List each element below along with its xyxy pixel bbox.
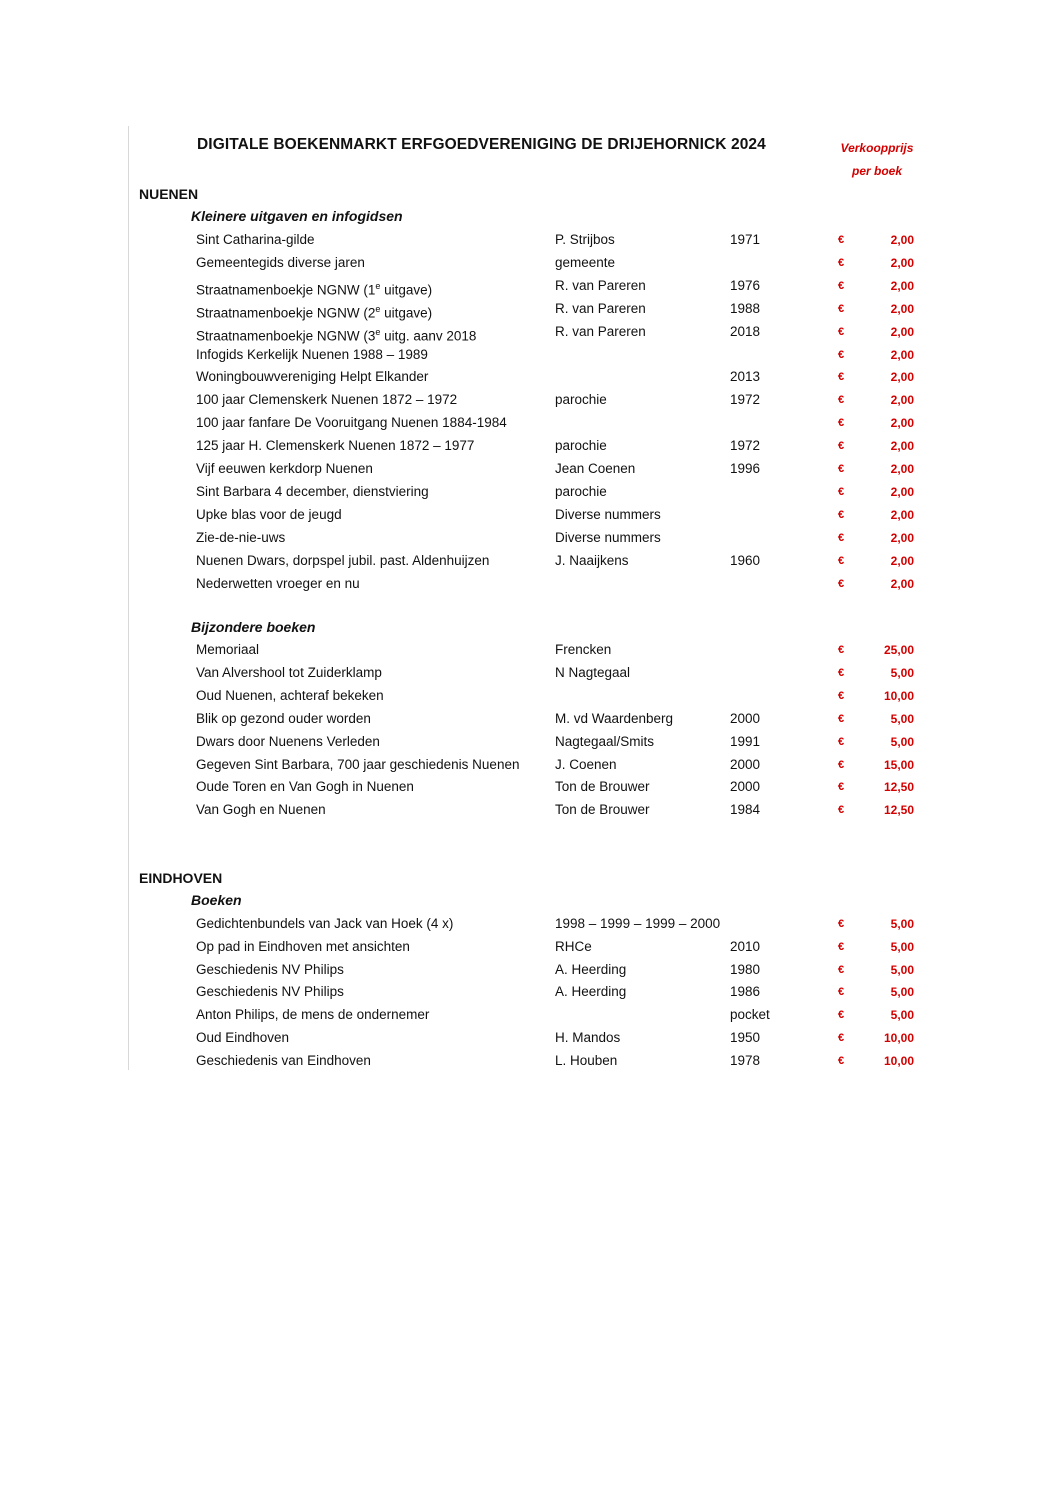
book-title (196, 550, 489, 572)
book-title-text: Van Alvershool tot Zuiderklamp (196, 664, 382, 680)
book-price: 2,00 (890, 324, 914, 339)
book-title (196, 366, 428, 388)
book-title-text: Gemeentegids diverse jaren (196, 254, 365, 270)
book-row (0, 981, 1059, 1003)
book-title-rest: uitgave) (380, 282, 433, 298)
book-row (0, 229, 1059, 251)
book-title (196, 799, 326, 821)
book-price: 15,00 (883, 757, 914, 772)
currency-symbol: € (838, 1054, 845, 1067)
book-row (0, 458, 1059, 480)
book-year: 2000 (730, 710, 761, 726)
book-year: 2000 (730, 756, 761, 772)
currency-symbol: € (838, 940, 845, 953)
book-row (0, 959, 1059, 981)
book-title-text: Woningbouwvereniging Helpt Elkander (196, 369, 429, 385)
book-row (0, 1004, 1059, 1026)
currency-symbol: € (838, 1032, 845, 1044)
book-title-text: Oude Toren en Van Gogh in Nuenen (196, 779, 414, 795)
book-title-text: 100 jaar Clemenskerk Nuenen 1872 – 1972 (196, 392, 458, 408)
book-row (0, 708, 1059, 730)
book-row (0, 662, 1059, 684)
book-title (196, 1027, 289, 1049)
currency-symbol: € (838, 735, 845, 748)
book-title-text: Straatnamenboekje NGNW (3 (196, 328, 376, 344)
book-price: 5,00 (890, 711, 914, 726)
price-header-line1: Verkoopprijs (840, 141, 914, 155)
book-title-text: Zie-de-nie-uws (196, 529, 286, 545)
book-author: parochie (555, 392, 607, 408)
currency-symbol: € (838, 1009, 845, 1022)
book-title (196, 936, 410, 958)
book-title-rest: uitgave) (380, 305, 433, 321)
currency-symbol: € (838, 325, 845, 338)
book-title-text: Geschiedenis van Eindhoven (196, 1052, 371, 1068)
book-price: 5,00 (890, 917, 914, 931)
book-year: pocket (730, 1007, 770, 1023)
book-row (0, 366, 1059, 388)
book-price: 2,00 (890, 301, 914, 316)
book-title (196, 754, 519, 776)
book-title-text: Upke blas voor de jeugd (196, 506, 342, 522)
book-title (196, 573, 360, 595)
subcategory-heading: Bijzondere boeken (191, 619, 316, 635)
book-price: 10,00 (883, 1031, 914, 1045)
book-author: Ton de Brouwer (555, 779, 650, 795)
book-year: 2013 (730, 369, 761, 385)
currency-symbol: € (838, 279, 845, 292)
book-title-text: Oud Nuenen, achteraf bekeken (196, 687, 384, 703)
book-title (196, 1050, 371, 1072)
book-title-text: Dwars door Nuenens Verleden (196, 733, 380, 749)
book-price: 2,00 (890, 370, 914, 385)
book-row (0, 799, 1059, 821)
book-year: 1980 (730, 961, 761, 977)
book-row (0, 639, 1059, 661)
book-row (0, 754, 1059, 776)
book-price: 2,00 (890, 439, 914, 454)
currency-symbol: € (838, 417, 845, 430)
book-title-text: Anton Philips, de mens de ondernemer (196, 1007, 430, 1023)
book-price: 5,00 (890, 1008, 914, 1023)
book-title-text: Sint Barbara 4 december, dienstviering (196, 483, 429, 499)
book-row (0, 550, 1059, 572)
book-price: 2,00 (890, 462, 914, 476)
book-title (196, 504, 342, 526)
book-price: 10,00 (883, 688, 914, 703)
book-title-text: Infogids Kerkelijk Nuenen 1988 – 1989 (196, 346, 428, 362)
ordinal-superscript: e (375, 303, 381, 314)
book-title (196, 527, 285, 549)
currency-symbol: € (838, 804, 845, 817)
book-author: H. Mandos (555, 1030, 621, 1045)
book-title (196, 344, 428, 366)
book-author: N Nagtegaal (555, 664, 631, 680)
book-year: 1972 (730, 392, 761, 408)
book-author: J. Naaijkens (555, 552, 629, 568)
book-price: 2,00 (890, 530, 914, 545)
book-price: 2,00 (890, 507, 914, 522)
book-title-text: 125 jaar H. Clemenskerk Nuenen 1872 – 1977 (196, 438, 475, 454)
book-title (196, 639, 259, 661)
book-title-text: Blik op gezond ouder worden (196, 710, 371, 726)
currency-symbol: € (838, 508, 845, 521)
book-title (196, 776, 414, 798)
book-title-text: Nuenen Dwars, dorpspel jubil. past. Aldenhuijzen (196, 552, 490, 568)
currency-symbol: € (838, 918, 845, 930)
book-author: R. van Pareren (555, 277, 646, 293)
book-author: Diverse nummers (555, 529, 661, 545)
book-title (196, 389, 457, 411)
book-author: parochie (555, 483, 607, 499)
book-year: 1971 (730, 232, 761, 247)
book-author: R. van Pareren (555, 300, 646, 316)
book-title (196, 685, 384, 707)
currency-symbol: € (838, 531, 845, 544)
book-row (0, 913, 1059, 935)
book-row (0, 1050, 1059, 1072)
book-title (196, 708, 371, 730)
book-price: 5,00 (890, 962, 914, 977)
book-price: 5,00 (890, 734, 914, 749)
book-price: 2,00 (890, 233, 914, 247)
book-year: 1978 (730, 1052, 761, 1068)
book-row (0, 936, 1059, 958)
book-title (196, 981, 344, 1003)
book-title-text: Gedichtenbundels van Jack van Hoek (4 x) (196, 916, 454, 931)
book-price: 10,00 (883, 1053, 914, 1068)
book-price: 2,00 (890, 278, 914, 293)
book-year: 1991 (730, 733, 761, 749)
book-year: 1960 (730, 552, 761, 568)
subcategory-heading: Kleinere uitgaven en infogidsen (191, 208, 403, 224)
book-row (0, 527, 1059, 549)
book-row (0, 298, 1059, 320)
currency-symbol: € (838, 234, 845, 246)
currency-symbol: € (838, 440, 845, 453)
book-price: 2,00 (890, 484, 914, 499)
book-author: Ton de Brouwer (555, 802, 650, 818)
book-author: Nagtegaal/Smits (555, 733, 655, 749)
book-year: 1950 (730, 1030, 761, 1045)
currency-symbol: € (838, 256, 845, 269)
book-price: 2,00 (890, 576, 914, 591)
book-row (0, 731, 1059, 753)
book-row (0, 412, 1059, 434)
book-year: 1972 (730, 438, 761, 454)
book-title-text: Oud Eindhoven (196, 1030, 290, 1045)
book-title (196, 1004, 429, 1026)
book-price: 12,50 (883, 780, 914, 795)
book-row (0, 1027, 1059, 1049)
book-title (196, 412, 507, 434)
currency-symbol: € (838, 712, 845, 725)
book-author: L. Houben (555, 1052, 618, 1068)
book-title (196, 913, 453, 935)
book-year: 1986 (730, 984, 761, 1000)
book-year: 1988 (730, 300, 761, 316)
book-row (0, 504, 1059, 526)
book-row (0, 275, 1059, 297)
book-row (0, 321, 1059, 343)
book-price: 5,00 (890, 665, 914, 680)
book-author: Jean Coenen (555, 461, 636, 476)
book-author: 1998 – 1999 – 1999 – 2000 (555, 916, 721, 931)
book-author: J. Coenen (555, 756, 617, 772)
book-author: RHCe (555, 938, 592, 954)
book-title-text: Geschiedenis NV Philips (196, 961, 344, 977)
book-title (196, 481, 429, 503)
book-title-rest: uitg. aanv 2018 (380, 328, 477, 344)
book-title (196, 731, 380, 753)
book-title (196, 435, 474, 457)
book-year: 1984 (730, 802, 761, 818)
book-title-text: Sint Catharina-gilde (196, 232, 315, 247)
currency-symbol: € (838, 758, 845, 771)
ordinal-superscript: e (375, 280, 381, 291)
book-author: A. Heerding (555, 984, 627, 1000)
book-title-text: Geschiedenis NV Philips (196, 984, 344, 1000)
book-title-text: Van Gogh en Nuenen (196, 802, 326, 818)
book-title-text: Straatnamenboekje NGNW (1 (196, 282, 376, 298)
price-header-line2: per boek (851, 164, 902, 178)
currency-symbol: € (838, 963, 845, 976)
book-row (0, 573, 1059, 595)
book-author: A. Heerding (555, 961, 627, 977)
book-title-text: Vijf eeuwen kerkdorp Nuenen (196, 461, 373, 476)
currency-symbol: € (838, 577, 845, 590)
book-author: Diverse nummers (555, 506, 661, 522)
book-author: M. vd Waardenberg (555, 710, 674, 726)
book-row (0, 389, 1059, 411)
book-row (0, 252, 1059, 274)
book-price: 2,00 (890, 553, 914, 568)
book-author: gemeente (555, 254, 616, 270)
book-row (0, 685, 1059, 707)
book-title-text: Memoriaal (196, 642, 260, 657)
currency-symbol: € (838, 644, 845, 656)
currency-symbol: € (838, 554, 845, 567)
book-price: 2,00 (890, 393, 914, 408)
book-title-text: Nederwetten vroeger en nu (196, 575, 360, 591)
book-title-text: Gegeven Sint Barbara, 700 jaar geschiedenis Nuenen (196, 756, 520, 772)
book-price: 25,00 (883, 643, 914, 657)
book-row (0, 776, 1059, 798)
currency-symbol: € (838, 689, 845, 702)
book-year: 2010 (730, 938, 761, 954)
book-author: Frencken (555, 642, 612, 657)
book-author: R. van Pareren (555, 323, 646, 339)
book-price: 2,00 (890, 347, 914, 362)
book-price: 12,50 (883, 803, 914, 818)
book-price: 2,00 (890, 255, 914, 270)
book-year: 1976 (730, 277, 761, 293)
book-row (0, 435, 1059, 457)
book-title-text: Straatnamenboekje NGNW (2 (196, 305, 376, 321)
book-price: 5,00 (890, 985, 914, 1000)
book-price: 5,00 (890, 939, 914, 954)
book-price: 2,00 (890, 416, 914, 431)
currency-symbol: € (838, 463, 845, 475)
book-title (196, 458, 373, 480)
currency-symbol: € (838, 986, 845, 999)
region-heading: EINDHOVEN (139, 870, 223, 886)
book-title-text: Op pad in Eindhoven met ansichten (196, 938, 410, 954)
currency-symbol: € (838, 371, 845, 384)
subcategory-heading: Boeken (191, 892, 242, 908)
currency-symbol: € (838, 394, 845, 407)
book-author: parochie (555, 438, 607, 454)
book-title (196, 662, 382, 684)
currency-symbol: € (838, 302, 845, 315)
book-title (196, 959, 344, 981)
currency-symbol: € (838, 485, 845, 498)
currency-symbol: € (838, 666, 845, 679)
book-row (0, 344, 1059, 366)
currency-symbol: € (838, 348, 845, 361)
book-author: P. Strijbos (555, 232, 615, 247)
book-title (196, 252, 365, 274)
page-title: DIGITALE BOEKENMARKT ERFGOEDVERENIGING DE DRIJEHORNICK 2024 (197, 136, 766, 153)
book-title-text: 100 jaar fanfare De Vooruitgang Nuenen 1884-1984 (196, 415, 507, 431)
book-year: 2000 (730, 779, 761, 795)
currency-symbol: € (838, 781, 845, 794)
book-row (0, 481, 1059, 503)
book-year: 2018 (730, 323, 761, 339)
ordinal-superscript: e (375, 326, 381, 337)
book-year: 1996 (730, 461, 761, 476)
region-heading: NUENEN (139, 186, 199, 202)
book-title (196, 229, 315, 251)
